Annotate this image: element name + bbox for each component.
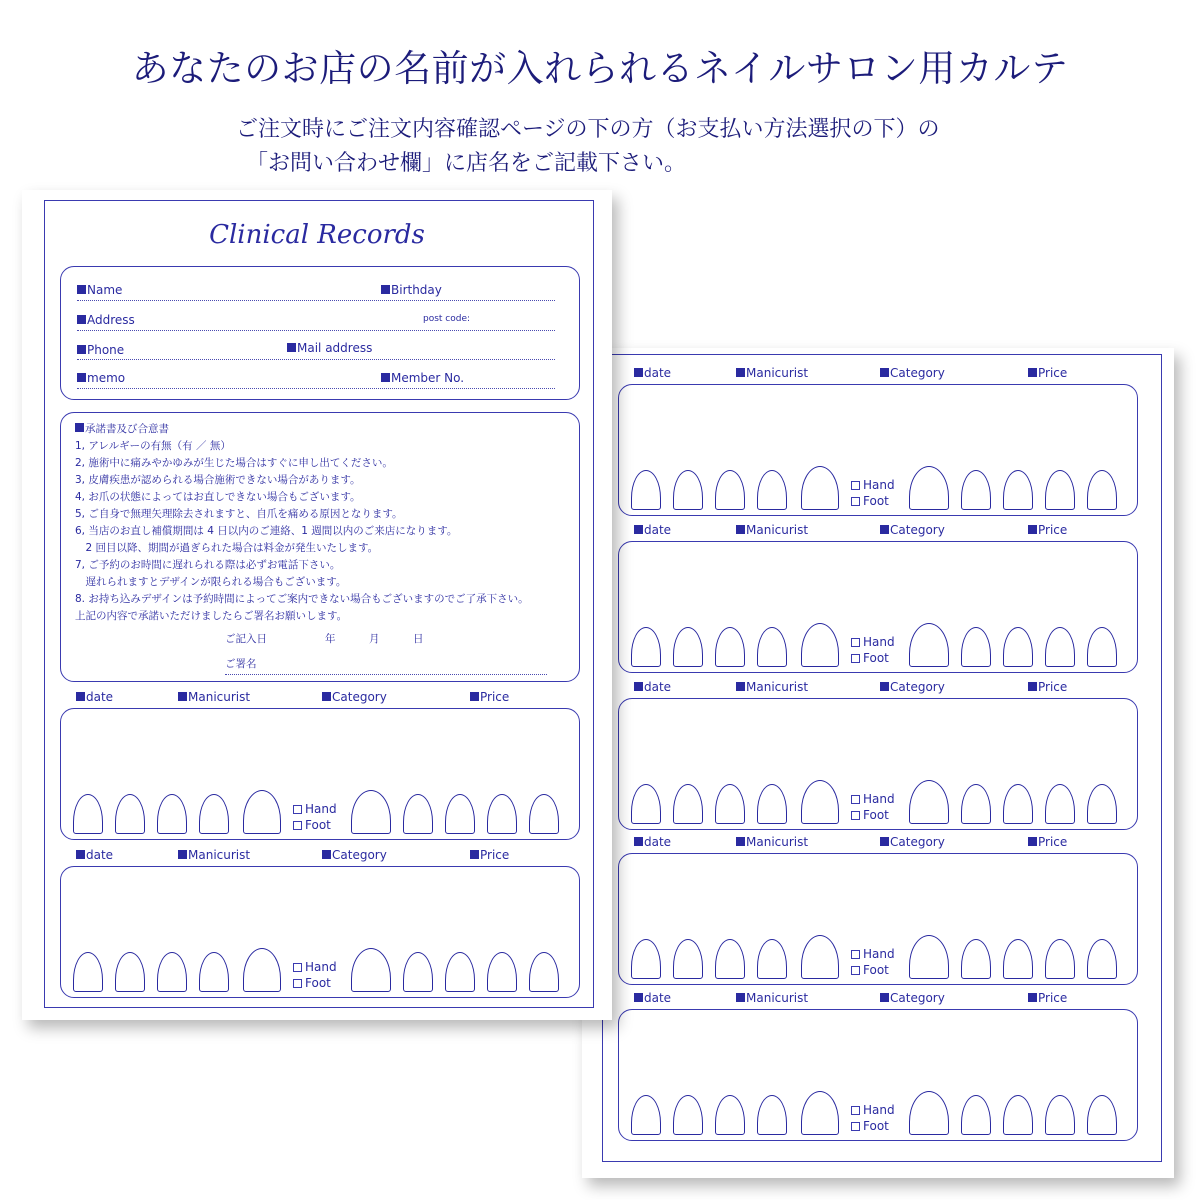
nail-shape [1003, 939, 1033, 979]
foot-text: Foot [305, 976, 331, 990]
checkbox-square [851, 811, 860, 820]
nail-shape [961, 939, 991, 979]
nail-shape [1003, 1095, 1033, 1135]
nail-shape [801, 1091, 839, 1135]
address-line [77, 330, 555, 331]
price-text: Price [480, 690, 510, 704]
nail-shape [673, 470, 703, 510]
nail-shape [73, 794, 103, 834]
nail-shape [1045, 1095, 1075, 1135]
nail-shape [801, 780, 839, 824]
price-text: Price [1038, 680, 1068, 694]
hand-text: Hand [863, 478, 895, 492]
nail-shape [1045, 470, 1075, 510]
foot-checkbox [851, 1119, 889, 1134]
year-label: 年 [325, 633, 336, 645]
nail-shape [673, 784, 703, 824]
date-label [634, 991, 671, 1005]
nail-shape [487, 952, 517, 992]
price-marker [1028, 682, 1037, 691]
foot-text: Foot [863, 1119, 889, 1133]
checkbox-square [293, 821, 302, 830]
consent-line: 遅れられますとデザインが限られる場合もございます。 [75, 576, 347, 588]
nail-shape [115, 952, 145, 992]
nail-shape [351, 948, 391, 992]
phone-line [77, 359, 555, 360]
nail-shape [1045, 939, 1075, 979]
date-marker [634, 682, 643, 691]
manicurist-label [736, 991, 808, 1005]
nail-shape [757, 939, 787, 979]
date-marker [76, 850, 85, 859]
consent-lines [75, 438, 529, 625]
manicurist-marker [736, 837, 745, 846]
foot-checkbox [293, 976, 331, 991]
nail-shape [715, 1095, 745, 1135]
price-marker [1028, 837, 1037, 846]
date-marker [634, 525, 643, 534]
foot-checkbox [293, 818, 331, 833]
price-text: Price [480, 848, 510, 862]
manicurist-label [178, 848, 250, 862]
date-text: date [644, 366, 672, 380]
checkbox-square [293, 805, 302, 814]
category-label [322, 848, 387, 862]
price-text: Price [1038, 835, 1068, 849]
price-marker [1028, 368, 1037, 377]
price-text: Price [1038, 991, 1068, 1005]
nail-shape [73, 952, 103, 992]
foot-checkbox [851, 963, 889, 978]
month-label: 月 [369, 633, 380, 645]
nail-shape [445, 952, 475, 992]
category-marker [880, 837, 889, 846]
category-marker [880, 368, 889, 377]
nail-shape [801, 466, 839, 510]
record-box [618, 698, 1138, 830]
manicurist-marker [736, 368, 745, 377]
manicurist-marker [178, 850, 187, 859]
nail-shape [1087, 939, 1117, 979]
price-marker [470, 850, 479, 859]
consent-box [60, 412, 580, 682]
price-marker [1028, 525, 1037, 534]
consent-line: 8. お持ち込みデザインは予約時間によってご案内できない場合もございますのでご了承下さい。 [75, 593, 529, 605]
price-label [1028, 991, 1067, 1005]
record-sheet-back [582, 348, 1174, 1178]
category-text: Category [890, 523, 945, 537]
hand-checkbox [293, 960, 337, 975]
manicurist-marker [736, 682, 745, 691]
date-text: date [86, 690, 114, 704]
nail-shape [157, 952, 187, 992]
nail-shape [445, 794, 475, 834]
record-sheet-front [22, 190, 612, 1020]
record-box [618, 1009, 1138, 1141]
nail-shape [909, 1091, 949, 1135]
nail-shape [529, 794, 559, 834]
nail-shape [351, 790, 391, 834]
nail-shape [631, 939, 661, 979]
nail-shape [157, 794, 187, 834]
customer-info-box [60, 266, 580, 400]
manicurist-text: Manicurist [188, 848, 251, 862]
checkbox-square [293, 963, 302, 972]
category-marker [322, 692, 331, 701]
date-text: date [644, 991, 672, 1005]
nail-shape [909, 623, 949, 667]
hand-text: Hand [863, 947, 895, 961]
hand-checkbox [851, 1103, 895, 1118]
manicurist-text: Manicurist [746, 835, 809, 849]
record-box [618, 384, 1138, 516]
foot-checkbox [851, 494, 889, 509]
nail-shape [961, 1095, 991, 1135]
hand-checkbox [851, 947, 895, 962]
nail-shape [403, 952, 433, 992]
checkbox-square [851, 1122, 860, 1131]
nail-shape [801, 935, 839, 979]
card-title: Clinical Records [209, 220, 425, 250]
date-entry-label: ご記入日 [225, 633, 267, 645]
category-label [880, 523, 945, 537]
date-text: date [86, 848, 114, 862]
hand-checkbox [851, 635, 895, 650]
checkbox-square [851, 481, 860, 490]
date-label [76, 848, 113, 862]
hand-text: Hand [863, 1103, 895, 1117]
date-marker [634, 993, 643, 1002]
record-box [618, 541, 1138, 673]
record-box [60, 708, 580, 840]
hand-text: Hand [305, 802, 337, 816]
price-label [470, 848, 509, 862]
nail-shape [243, 948, 281, 992]
nail-shape [715, 627, 745, 667]
price-marker [470, 692, 479, 701]
price-label [1028, 835, 1067, 849]
record-box [618, 853, 1138, 985]
date-marker [76, 692, 85, 701]
record-box [60, 866, 580, 998]
nail-shape [961, 627, 991, 667]
nail-shape [673, 939, 703, 979]
instruction-line-2: 「お問い合わせ欄」に店名をご記載下さい。 [246, 151, 687, 176]
checkbox-square [293, 979, 302, 988]
phone-label: Phone [77, 343, 124, 357]
memo-label: memo [77, 371, 125, 385]
nail-shape [631, 784, 661, 824]
date-label [76, 690, 113, 704]
nail-shape [1087, 1095, 1117, 1135]
foot-text: Foot [305, 818, 331, 832]
date-marker [634, 837, 643, 846]
date-text: date [644, 680, 672, 694]
name-label: Name [77, 283, 122, 297]
nail-shape [909, 935, 949, 979]
price-label [1028, 366, 1067, 380]
checkbox-square [851, 497, 860, 506]
checkbox-square [851, 950, 860, 959]
date-text: date [644, 523, 672, 537]
nail-shape [403, 794, 433, 834]
consent-line: 上記の内容で承諾いただけましたらご署名お願いします。 [75, 610, 348, 622]
price-text: Price [1038, 366, 1068, 380]
nail-shape [801, 623, 839, 667]
manicurist-label [736, 523, 808, 537]
nail-shape [715, 784, 745, 824]
consent-heading: 承諾書及び合意書 [75, 421, 529, 438]
address-label: Address [77, 313, 135, 327]
consent-text [75, 421, 529, 625]
category-label [880, 991, 945, 1005]
nail-shape [1003, 470, 1033, 510]
nail-shape [631, 470, 661, 510]
manicurist-text: Manicurist [746, 523, 809, 537]
foot-checkbox [851, 808, 889, 823]
nail-shape [757, 784, 787, 824]
category-text: Category [890, 991, 945, 1005]
consent-line: 1, アレルギーの有無（有 ／ 無） [75, 440, 231, 452]
category-label [880, 680, 945, 694]
consent-line: 3, 皮膚疾患が認められる場合施術できない場合があります。 [75, 474, 361, 486]
category-text: Category [332, 690, 387, 704]
consent-line: 2, 施術中に痛みやかゆみが生じた場合はすぐに申し出てください。 [75, 457, 393, 469]
manicurist-text: Manicurist [188, 690, 251, 704]
foot-text: Foot [863, 651, 889, 665]
nail-shape [529, 952, 559, 992]
signature-label: ご署名 [225, 658, 257, 670]
nail-shape [1003, 784, 1033, 824]
nail-shape [487, 794, 517, 834]
manicurist-marker [736, 993, 745, 1002]
consent-line: 6, 当店のお直し補償期間は 4 日以内のご連絡、1 週間以内のご来店になります。 [75, 525, 458, 537]
member-no-label: Member No. [381, 371, 464, 385]
price-label [470, 690, 509, 704]
nail-shape [631, 627, 661, 667]
consent-line: 7, ご予約のお時間に遅れられる際は必ずお電話下さい。 [75, 559, 341, 571]
consent-line: 5, ご自身で無理矢理除去されますと、自爪を痛める原因となります。 [75, 508, 403, 520]
birthday-label: Birthday [381, 283, 442, 297]
nail-shape [1045, 627, 1075, 667]
consent-line: 4, お爪の状態によってはお直しできない場合もございます。 [75, 491, 361, 503]
name-line [77, 300, 555, 301]
signature-line [225, 674, 547, 675]
nail-shape [1087, 470, 1117, 510]
manicurist-label [736, 366, 808, 380]
hand-text: Hand [305, 960, 337, 974]
day-label: 日 [413, 633, 424, 645]
price-text: Price [1038, 523, 1068, 537]
price-label [1028, 680, 1067, 694]
manicurist-label [736, 835, 808, 849]
checkbox-square [851, 638, 860, 647]
nail-shape [961, 784, 991, 824]
date-marker [634, 368, 643, 377]
date-label [634, 523, 671, 537]
manicurist-text: Manicurist [746, 991, 809, 1005]
nail-shape [199, 794, 229, 834]
checkbox-square [851, 654, 860, 663]
hand-checkbox [851, 478, 895, 493]
manicurist-label [178, 690, 250, 704]
price-label [1028, 523, 1067, 537]
nail-shape [961, 470, 991, 510]
date-label [634, 366, 671, 380]
memo-line [77, 388, 555, 389]
nail-shape [1003, 627, 1033, 667]
nail-shape [243, 790, 281, 834]
checkbox-square [851, 966, 860, 975]
date-label [634, 680, 671, 694]
category-text: Category [890, 366, 945, 380]
post-code-label: post code: [423, 314, 471, 324]
category-text: Category [890, 835, 945, 849]
category-text: Category [332, 848, 387, 862]
nail-shape [673, 627, 703, 667]
category-text: Category [890, 680, 945, 694]
category-label [880, 366, 945, 380]
manicurist-text: Manicurist [746, 680, 809, 694]
date-text: date [644, 835, 672, 849]
manicurist-marker [736, 525, 745, 534]
nail-shape [631, 1095, 661, 1135]
nail-shape [757, 627, 787, 667]
foot-text: Foot [863, 494, 889, 508]
hand-text: Hand [863, 792, 895, 806]
date-label [634, 835, 671, 849]
hand-checkbox [293, 802, 337, 817]
category-label [322, 690, 387, 704]
foot-checkbox [851, 651, 889, 666]
foot-text: Foot [863, 808, 889, 822]
hand-text: Hand [863, 635, 895, 649]
consent-line: 2 回目以降、期間が過ぎられた場合は料金が発生いたします。 [75, 542, 379, 554]
foot-text: Foot [863, 963, 889, 977]
nail-shape [909, 466, 949, 510]
nail-shape [199, 952, 229, 992]
category-marker [322, 850, 331, 859]
nail-shape [715, 470, 745, 510]
nail-shape [1087, 784, 1117, 824]
nail-shape [909, 780, 949, 824]
price-marker [1028, 993, 1037, 1002]
nail-shape [757, 1095, 787, 1135]
hand-checkbox [851, 792, 895, 807]
headline: あなたのお店の名前が入れられるネイルサロン用カルテ [131, 47, 1069, 90]
nail-shape [115, 794, 145, 834]
category-marker [880, 993, 889, 1002]
mail-label: Mail address [287, 341, 372, 355]
nail-shape [715, 939, 745, 979]
checkbox-square [851, 795, 860, 804]
category-marker [880, 525, 889, 534]
manicurist-text: Manicurist [746, 366, 809, 380]
nail-shape [1045, 784, 1075, 824]
category-label [880, 835, 945, 849]
checkbox-square [851, 1106, 860, 1115]
manicurist-label [736, 680, 808, 694]
manicurist-marker [178, 692, 187, 701]
category-marker [880, 682, 889, 691]
nail-shape [1087, 627, 1117, 667]
nail-shape [757, 470, 787, 510]
instruction-line-1: ご注文時にご注文内容確認ページの下の方（お支払い方法選択の下）の [236, 117, 940, 142]
nail-shape [673, 1095, 703, 1135]
